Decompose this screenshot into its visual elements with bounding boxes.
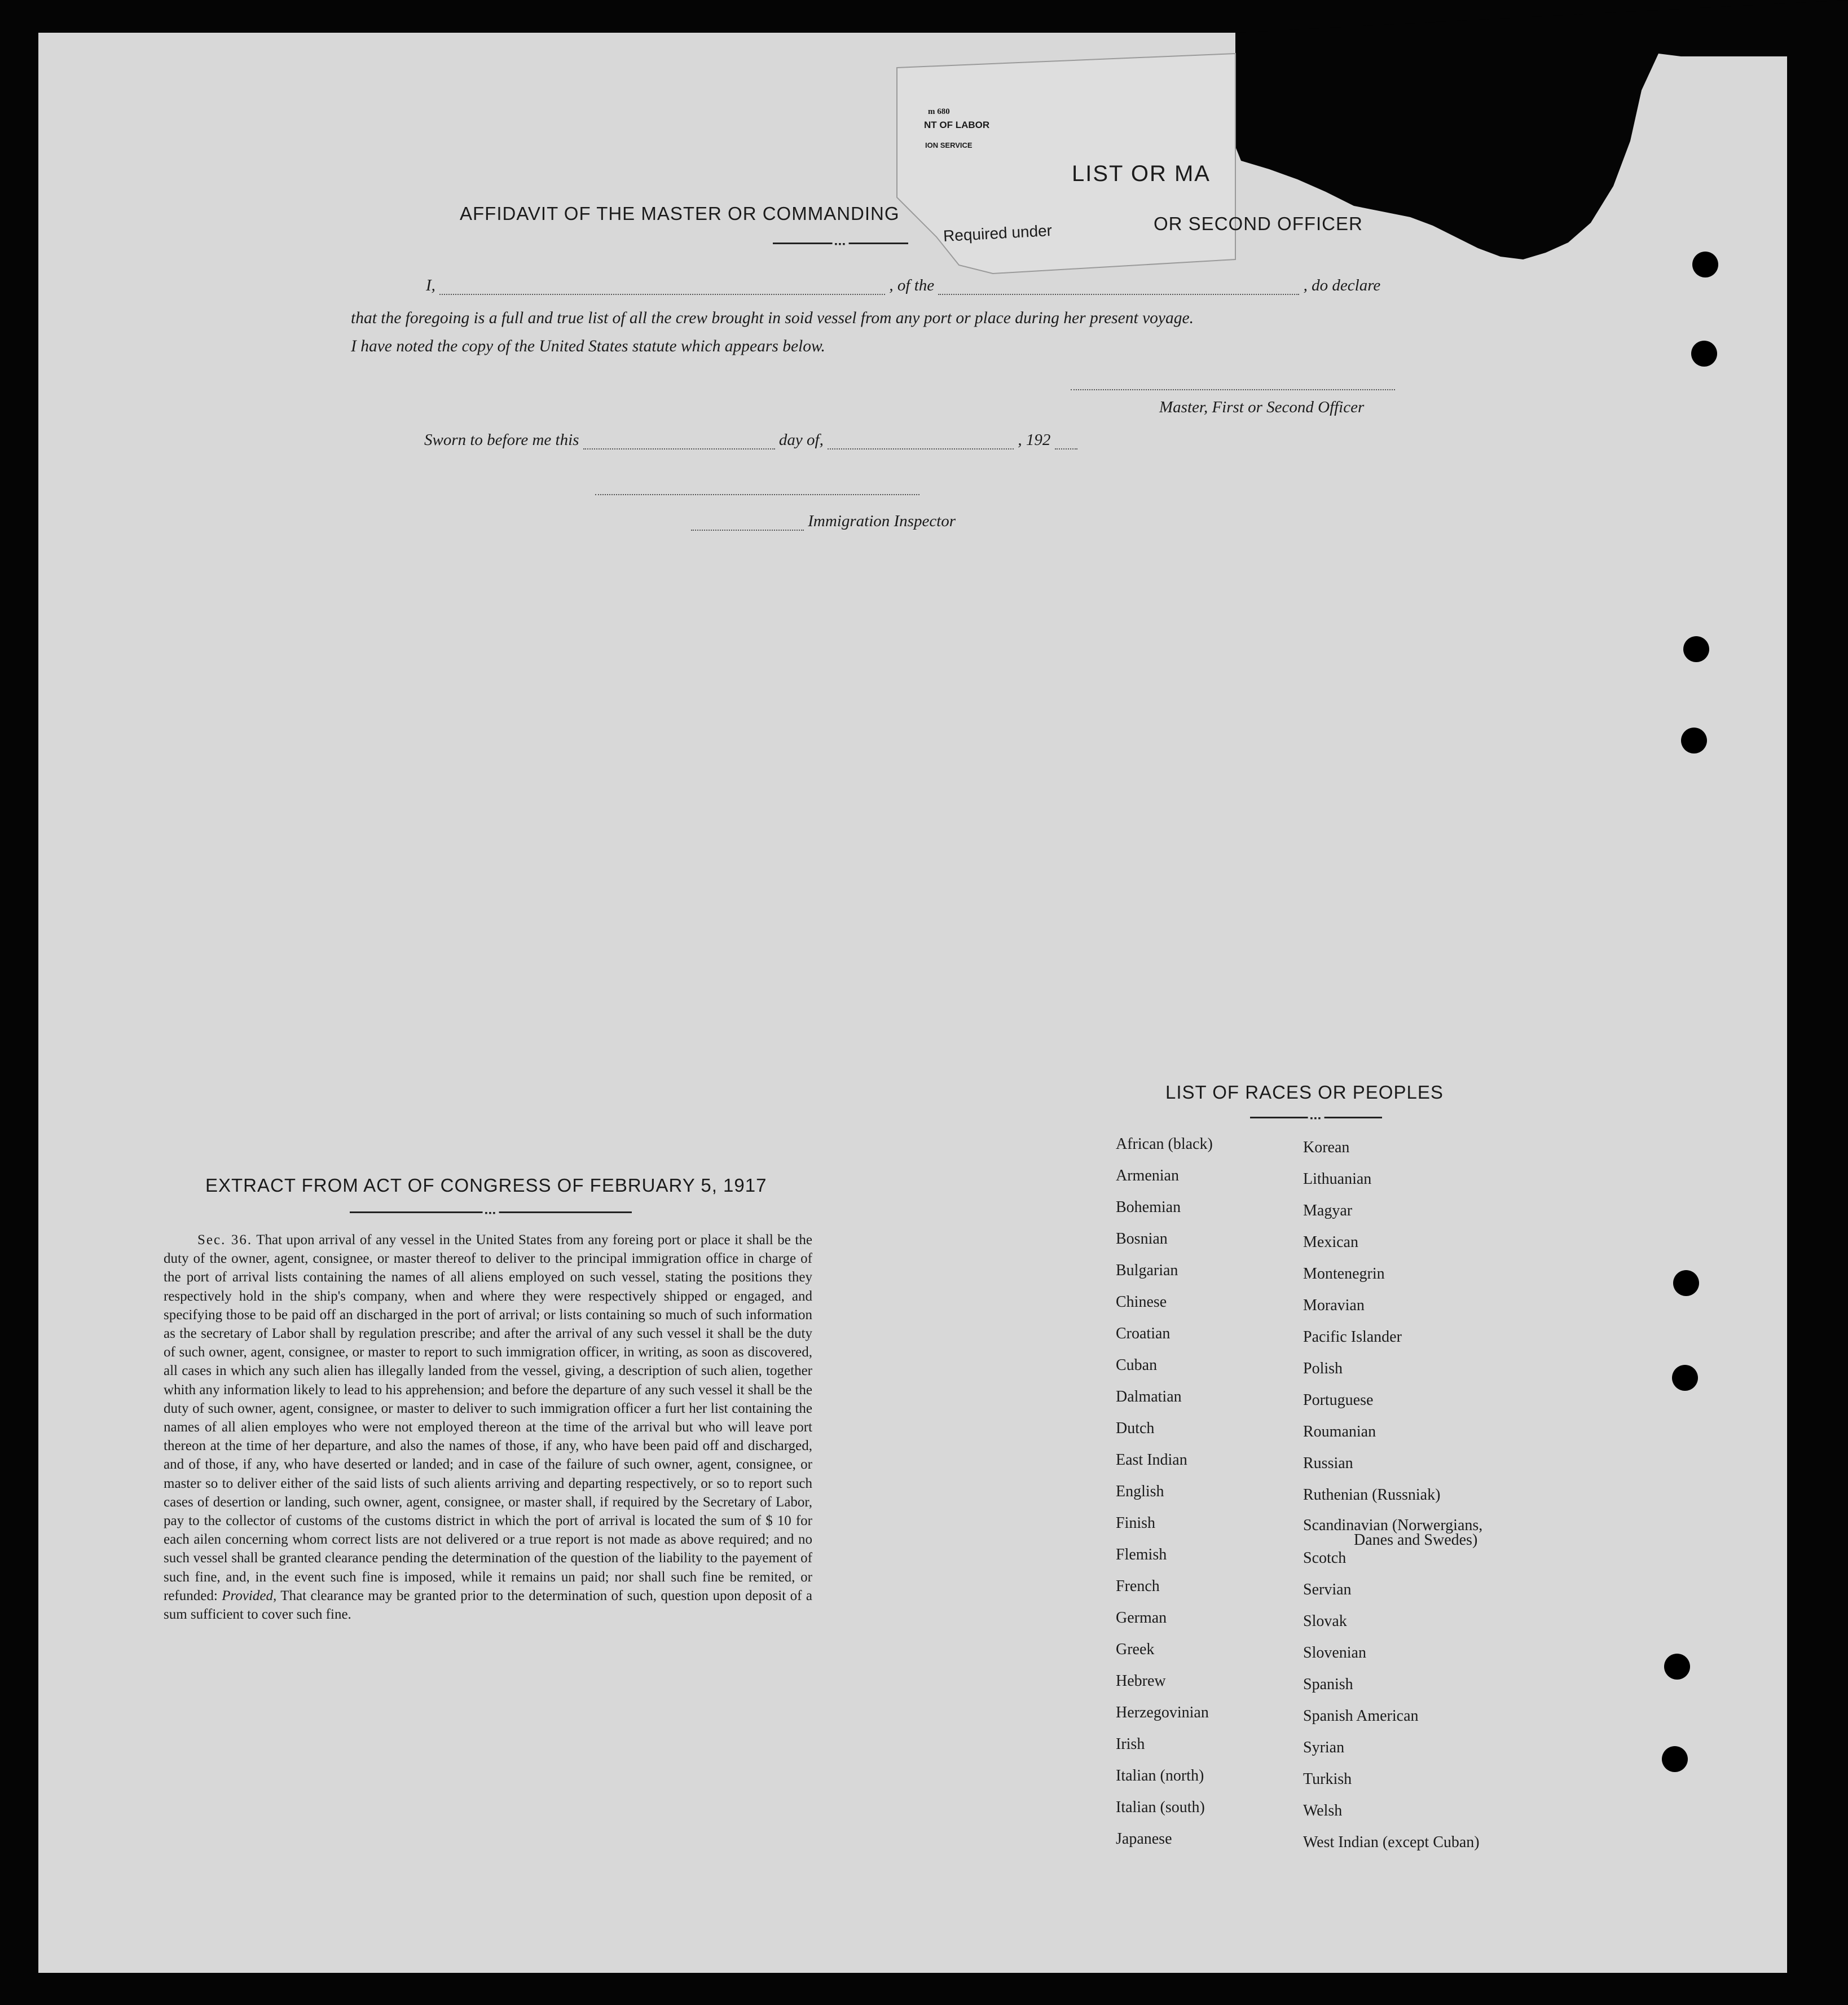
race-item: Chinese — [1116, 1293, 1167, 1311]
race-item: East Indian — [1116, 1451, 1187, 1469]
declarant-prefix: I, — [426, 276, 435, 294]
race-item: Bosnian — [1116, 1230, 1168, 1248]
binder-hole — [1692, 252, 1718, 277]
signature-line[interactable] — [1071, 384, 1395, 390]
do-declare-label: , do declare — [1303, 276, 1381, 294]
race-item: West Indian (except Cuban) — [1303, 1834, 1480, 1851]
race-item: Montenegrin — [1303, 1265, 1385, 1283]
race-item: German — [1116, 1609, 1167, 1627]
sworn-prefix: Sworn to before me this — [424, 431, 579, 449]
race-item: French — [1116, 1577, 1160, 1595]
required-fragment: Required under — [943, 221, 1053, 245]
inspector-name-field[interactable] — [691, 513, 804, 531]
race-item: Slovak — [1303, 1612, 1347, 1630]
section-label: Sec. 36. — [197, 1232, 253, 1248]
binder-hole — [1672, 1365, 1698, 1391]
race-item: Lithuanian — [1303, 1170, 1372, 1188]
affidavit-title: AFFIDAVIT OF THE MASTER OR COMMANDING — [460, 203, 900, 224]
race-item: Irish — [1116, 1735, 1145, 1753]
extract-body — [164, 1231, 812, 1624]
race-item: Polish — [1303, 1360, 1343, 1377]
race-item: Turkish — [1303, 1770, 1352, 1788]
race-item: Spanish American — [1303, 1707, 1419, 1725]
sworn-month-field[interactable] — [828, 431, 1014, 450]
binder-hole — [1662, 1746, 1688, 1772]
race-item: Hebrew — [1116, 1672, 1166, 1690]
race-item: Ruthenian (Russniak) — [1303, 1486, 1441, 1504]
races-column-2 — [1303, 1139, 1482, 1866]
binder-hole — [1664, 1654, 1690, 1680]
extract-text-part2: That clearance may be granted prior to the determination of such, question upon deposit of a sum sufficient to cover such fine. — [164, 1588, 813, 1623]
race-item-continuation: Danes and Swedes) — [1354, 1531, 1478, 1549]
race-item: Cuban — [1116, 1356, 1158, 1374]
declarant-name-field[interactable] — [439, 277, 885, 295]
race-item: English — [1116, 1483, 1164, 1500]
inspector-label: Immigration Inspector — [808, 512, 956, 530]
race-item: Italian (south) — [1116, 1799, 1205, 1816]
extract-title-rule: ▪▪▪ — [350, 1211, 632, 1213]
race-item: Bohemian — [1116, 1198, 1181, 1216]
binder-hole — [1691, 341, 1717, 367]
race-item: Croatian — [1116, 1325, 1171, 1342]
race-item: Scotch — [1303, 1549, 1347, 1567]
vessel-name-field[interactable] — [938, 277, 1299, 295]
race-item: Moravian — [1303, 1297, 1365, 1314]
inspector-line — [691, 512, 956, 531]
sworn-year-field[interactable] — [1055, 431, 1077, 450]
day-of-label: day of, — [778, 431, 824, 449]
service-label: ION SERVICE — [925, 141, 973, 149]
form-title-fragment: LIST OR MA — [1072, 161, 1211, 186]
race-item: Spanish — [1303, 1676, 1353, 1693]
race-item: Syrian — [1303, 1739, 1345, 1756]
race-item: Italian (north) — [1116, 1767, 1204, 1784]
form-number: m 680 — [928, 107, 950, 116]
race-item: Welsh — [1303, 1802, 1343, 1819]
race-item: Greek — [1116, 1641, 1155, 1658]
race-item: Mexican — [1303, 1233, 1358, 1251]
signature-label: Master, First or Second Officer — [1159, 398, 1365, 416]
affidavit-title-rule: ▪▪▪ — [773, 243, 908, 244]
race-item: African (black) — [1116, 1135, 1213, 1153]
race-item: Servian — [1303, 1581, 1352, 1598]
races-title-rule: ▪▪▪ — [1250, 1117, 1382, 1118]
race-item-scandinavian — [1303, 1518, 1482, 1550]
race-item: Roumanian — [1303, 1423, 1376, 1440]
department-label: NT OF LABOR — [924, 120, 990, 130]
race-item: Flemish — [1116, 1546, 1167, 1563]
race-item: Dalmatian — [1116, 1388, 1182, 1405]
binder-hole — [1681, 728, 1707, 753]
binder-hole — [1673, 1270, 1699, 1296]
race-item: Herzegovinian — [1116, 1704, 1209, 1721]
sworn-day-field[interactable] — [583, 431, 775, 450]
race-item: Finish — [1116, 1514, 1156, 1532]
race-item: Japanese — [1116, 1830, 1172, 1848]
binder-hole — [1683, 636, 1709, 662]
extract-text-part1: That upon arrival of any vessel in the United States from any foreing port or place it shall be the duty of the owner, agent, consignee, or master thereof to deliver to the principal immigration office in charge of the port of arrival lists containing the names of all aliens employed on such vessel, stating the positions they respectively hold in the ship's company, when and where they were respectively shipped or engaged, and specifying those to be paid off an discharged in the port of arrival; or lists containing so much of such information as the secretary of Labor shall by regulation prescribe; and after the arrival of any such vessel it shall be the duty of such owner, agent, consignee, or master to report to such immigration officer, in writing, as soon as discovered, all cases in which any such alien has illegally landed from the vessel, giving, a description of such alien, together whith any information likely to lead to his apprehension; and before the departure of any such vessel it shall be the duty of such owner, agent, consignee, or master to deliver to such immigration officer a furt her list containing the names of all alien employes who were not employed thereon at the time of the arrival but who will leave port thereon at the time of her departure, and also the names of those, if any, who have been paid off and discharged, and of those, if any, who have deserted or landed; and in case of the failure of such owner, agent, consignee, or master so to deliver either of the said lists of such alients arriving and departing respectively, or so to report such cases of desertion or landing, such owner, agent, consignee, or master shall, if required by the Secretary of Labor, pay to the collector of customs of the customs district in which the port of arrival is located the sum of $ 10 for each ailen concerning whom correct lists are not delivered or a true report is not made as above required; and no such vessel shall be granted clearance pending the determination of the question of the liability to the payement of such fine, and, in the event such fine is imposed, while it remains un paid; nor shall such fine be remited, or refunded: — [164, 1232, 812, 1603]
of-the-label: , of the — [889, 276, 935, 294]
race-item: Korean — [1303, 1139, 1350, 1156]
extract-title: EXTRACT FROM ACT OF CONGRESS OF FEBRUARY 5, 1917 — [205, 1175, 767, 1196]
race-item: Dutch — [1116, 1420, 1155, 1437]
affidavit-statement: that the foregoing is a full and true list of all the crew brought in soid vessel from any port or place during her present voyage. — [351, 309, 1194, 327]
race-item: Armenian — [1116, 1167, 1179, 1184]
race-item: Portuguese — [1303, 1391, 1374, 1409]
affidavit-declaration-line — [426, 276, 1380, 295]
race-item: Magyar — [1303, 1202, 1353, 1219]
race-item: Slovenian — [1303, 1644, 1366, 1662]
race-item: Bulgarian — [1116, 1262, 1178, 1279]
provided-word: Provided, — [222, 1588, 277, 1603]
affidavit-statute-note: I have noted the copy of the United States statute which appears below. — [351, 337, 825, 355]
inspector-signature-line[interactable] — [595, 488, 919, 495]
races-column-1 — [1116, 1136, 1213, 1862]
year-prefix: , 192 — [1018, 431, 1051, 449]
race-item: Russian — [1303, 1455, 1353, 1472]
officer-fragment: OR SECOND OFFICER — [1154, 213, 1363, 234]
race-item: Pacific Islander — [1303, 1328, 1402, 1346]
races-title: LIST OF RACES OR PEOPLES — [1165, 1082, 1444, 1103]
race-item: Scandinavian (Norwergians, — [1303, 1517, 1483, 1534]
sworn-line — [424, 431, 1077, 450]
